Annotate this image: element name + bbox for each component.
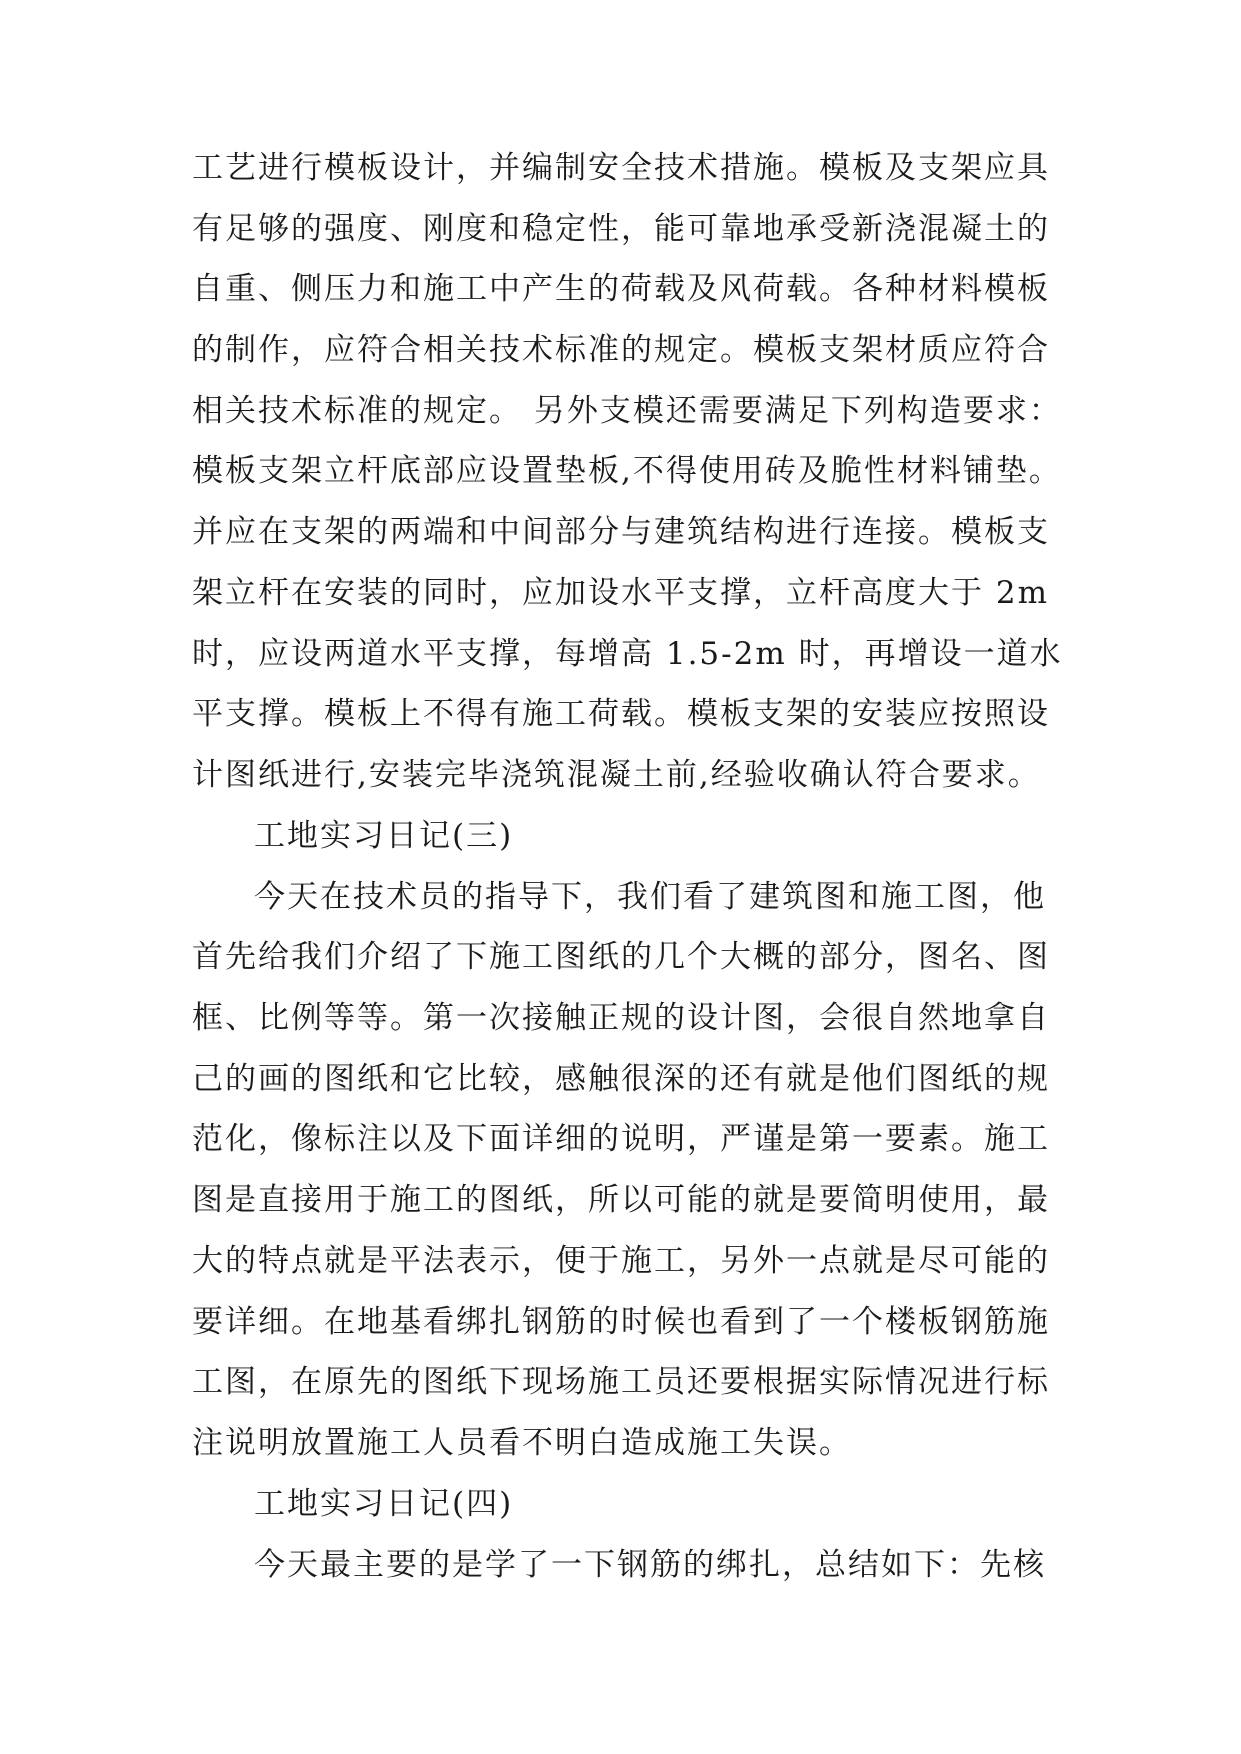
- text-line: 时，应设两道水平支撑，每增高 1.5-2m 时，再增设一道水: [192, 636, 1063, 672]
- text-line: 并应在支架的两端和中间部分与建筑结构进行连接。模板支: [192, 514, 1050, 550]
- section-heading: 工地实习日记(四): [254, 1486, 514, 1522]
- text-line: 要详细。在地基看绑扎钢筋的时候也看到了一个楼板钢筋施: [192, 1304, 1050, 1340]
- text-line: 模板支架立杆底部应设置垫板,不得使用砖及脆性材料铺垫。: [192, 453, 1062, 489]
- paragraph-first-line: 今天最主要的是学了一下钢筋的绑扎，总结如下：先核: [254, 1547, 1046, 1583]
- paragraph-first-line: 今天在技术员的指导下，我们看了建筑图和施工图，他: [254, 879, 1046, 915]
- text-line: 己的画的图纸和它比较，感触很深的还有就是他们图纸的规: [192, 1061, 1050, 1097]
- text-line: 有足够的强度、刚度和稳定性，能可靠地承受新浇混凝土的: [192, 211, 1050, 247]
- text-line: 平支撑。模板上不得有施工荷载。模板支架的安装应按照设: [192, 696, 1050, 732]
- text-line: 图是直接用于施工的图纸，所以可能的就是要简明使用，最: [192, 1182, 1050, 1218]
- section-heading: 工地实习日记(三): [254, 818, 514, 854]
- text-line: 工艺进行模板设计，并编制安全技术措施。模板及支架应具: [192, 150, 1050, 186]
- text-line: 大的特点就是平法表示，便于施工，另外一点就是尽可能的: [192, 1243, 1050, 1279]
- text-line: 自重、侧压力和施工中产生的荷载及风荷载。各种材料模板: [192, 271, 1050, 307]
- text-line: 范化，像标注以及下面详细的说明，严谨是第一要素。施工: [192, 1121, 1050, 1157]
- text-line: 架立杆在安装的同时，应加设水平支撑，立杆高度大于 2m: [192, 575, 1049, 611]
- text-line: 的制作，应符合相关技术标准的规定。模板支架材质应符合: [192, 332, 1050, 368]
- text-line: 相关技术标准的规定。 另外支模还需要满足下列构造要求：: [192, 393, 1062, 429]
- text-line: 注说明放置施工人员看不明白造成施工失误。: [192, 1425, 852, 1461]
- text-line: 框、比例等等。第一次接触正规的设计图，会很自然地拿自: [192, 1000, 1050, 1036]
- text-line: 首先给我们介绍了下施工图纸的几个大概的部分，图名、图: [192, 939, 1050, 975]
- text-line: 工图，在原先的图纸下现场施工员还要根据实际情况进行标: [192, 1364, 1050, 1400]
- text-line: 计图纸进行,安装完毕浇筑混凝土前,经验收确认符合要求。: [192, 757, 1041, 793]
